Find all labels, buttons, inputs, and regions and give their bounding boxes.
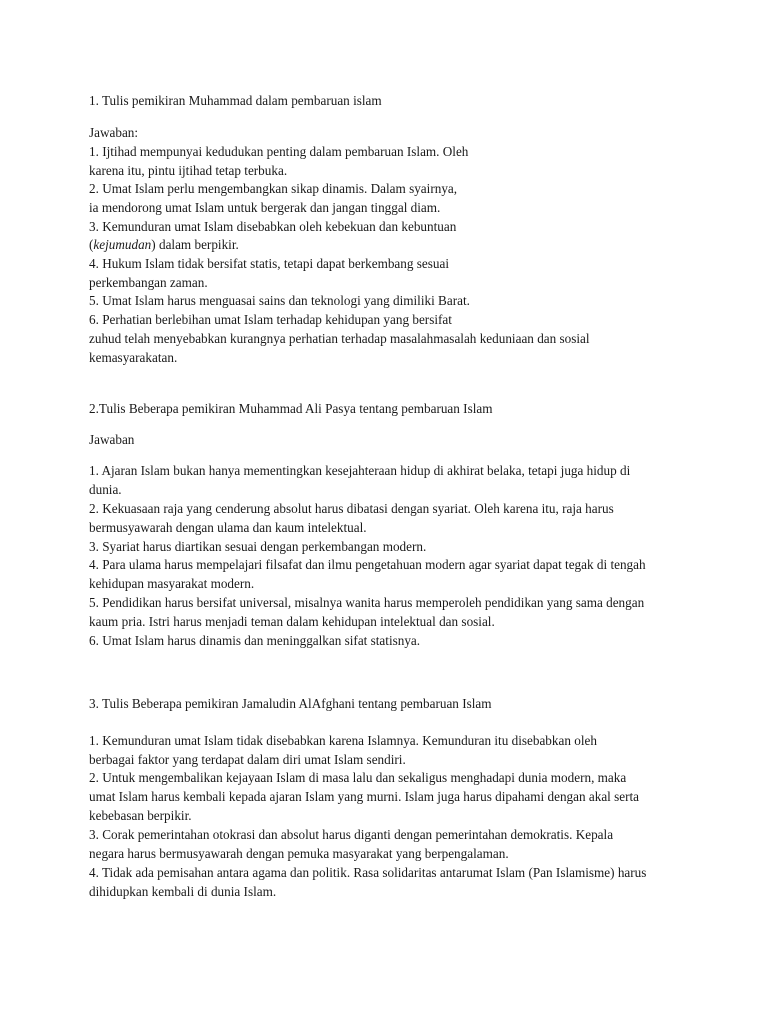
question-2: 2.Tulis Beberapa pemikiran Muhammad Ali Pasya tentang pembaruan Islam [89,401,493,416]
italic-term: kejumudan [93,237,152,252]
answer-1-line: perkembangan zaman. [89,275,208,290]
answer-3-line: 3. Corak pemerintahan otokrasi dan absolut harus diganti dengan pemerintahan demokratis. Kepala [89,827,614,842]
answer-2-line: 6. Umat Islam harus dinamis dan meninggalkan sifat statisnya. [89,633,421,648]
answer-1-line: zuhud telah menyebabkan kurangnya perhatian terhadap masalahmasalah keduniaan dan sosial [89,331,590,346]
answer-1-line: kemasyarakatan. [89,350,178,365]
line-rest: ) dalam berpikir. [151,237,239,252]
paren-open: ( [89,237,94,252]
answer-1-line: 4. Hukum Islam tidak bersifat statis, tetapi dapat berkembang sesuai [89,256,449,271]
answer-3-line: berbagai faktor yang terdapat dalam diri umat Islam sendiri. [89,752,406,767]
answer-2-line: 4. Para ulama harus mempelajari filsafat dan ilmu pengetahuan modern agar syariat dapat tegak di tengah [89,557,646,572]
answer-1-line [89,236,239,254]
answer-3-line: 2. Untuk mengembalikan kejayaan Islam di masa lalu dan sekaligus menghadapi dunia modern, maka [89,770,627,785]
answer-2-line: 1. Ajaran Islam bukan hanya mementingkan kesejahteraan hidup di akhirat belaka, tetapi juga hidup di [89,463,631,478]
answer-label-2: Jawaban [89,432,135,447]
answer-1-line: 2. Umat Islam perlu mengembangkan sikap dinamis. Dalam syairnya, [89,181,458,196]
answer-2-line: 5. Pendidikan harus bersifat universal, misalnya wanita harus memperoleh pendidikan yang sama dengan [89,595,645,610]
answer-2-line: dunia. [89,482,122,497]
answer-3-line: 4. Tidak ada pemisahan antara agama dan politik. Rasa solidaritas antarumat Islam (Pan Islamisme) harus [89,865,647,880]
answer-2-line: 3. Syariat harus diartikan sesuai dengan perkembangan modern. [89,539,427,554]
answer-1-line: 3. Kemunduran umat Islam disebabkan oleh kebekuan dan kebuntuan [89,219,457,234]
answer-2-line: 2. Kekuasaan raja yang cenderung absolut harus dibatasi dengan syariat. Oleh karena itu, raja harus [89,501,614,516]
answer-2-line: kehidupan masyarakat modern. [89,576,255,591]
answer-1-line: karena itu, pintu ijtihad tetap terbuka. [89,163,288,178]
question-3: 3. Tulis Beberapa pemikiran Jamaludin AlAfghani tentang pembaruan Islam [89,696,492,711]
answer-1-line: 1. Ijtihad mempunyai kedudukan penting dalam pembaruan Islam. Oleh [89,144,469,159]
answer-3-line: kebebasan berpikir. [89,808,192,823]
answer-3-line: 1. Kemunduran umat Islam tidak disebabkan karena Islamnya. Kemunduran itu disebabkan oleh [89,733,597,748]
answer-label-1: Jawaban: [89,125,139,140]
question-1: 1. Tulis pemikiran Muhammad dalam pembaruan islam [89,93,382,108]
answer-1-line: ia mendorong umat Islam untuk bergerak dan jangan tinggal diam. [89,200,441,215]
answer-1-line: 5. Umat Islam harus menguasai sains dan teknologi yang dimiliki Barat. [89,293,470,308]
answer-2-line: bermusyawarah dengan ulama dan kaum intelektual. [89,520,367,535]
answer-2-line: kaum pria. Istri harus menjadi teman dalam kehidupan intelektual dan sosial. [89,614,495,629]
answer-1-line: 6. Perhatian berlebihan umat Islam terhadap kehidupan yang bersifat [89,312,452,327]
answer-3-line: dihidupkan kembali di dunia Islam. [89,884,277,899]
answer-3-line: negara harus bermusyawarah dengan pemuka masyarakat yang berpengalaman. [89,846,509,861]
answer-3-line: umat Islam harus kembali kepada ajaran Islam yang murni. Islam juga harus dipahami dengan akal serta [89,789,640,804]
